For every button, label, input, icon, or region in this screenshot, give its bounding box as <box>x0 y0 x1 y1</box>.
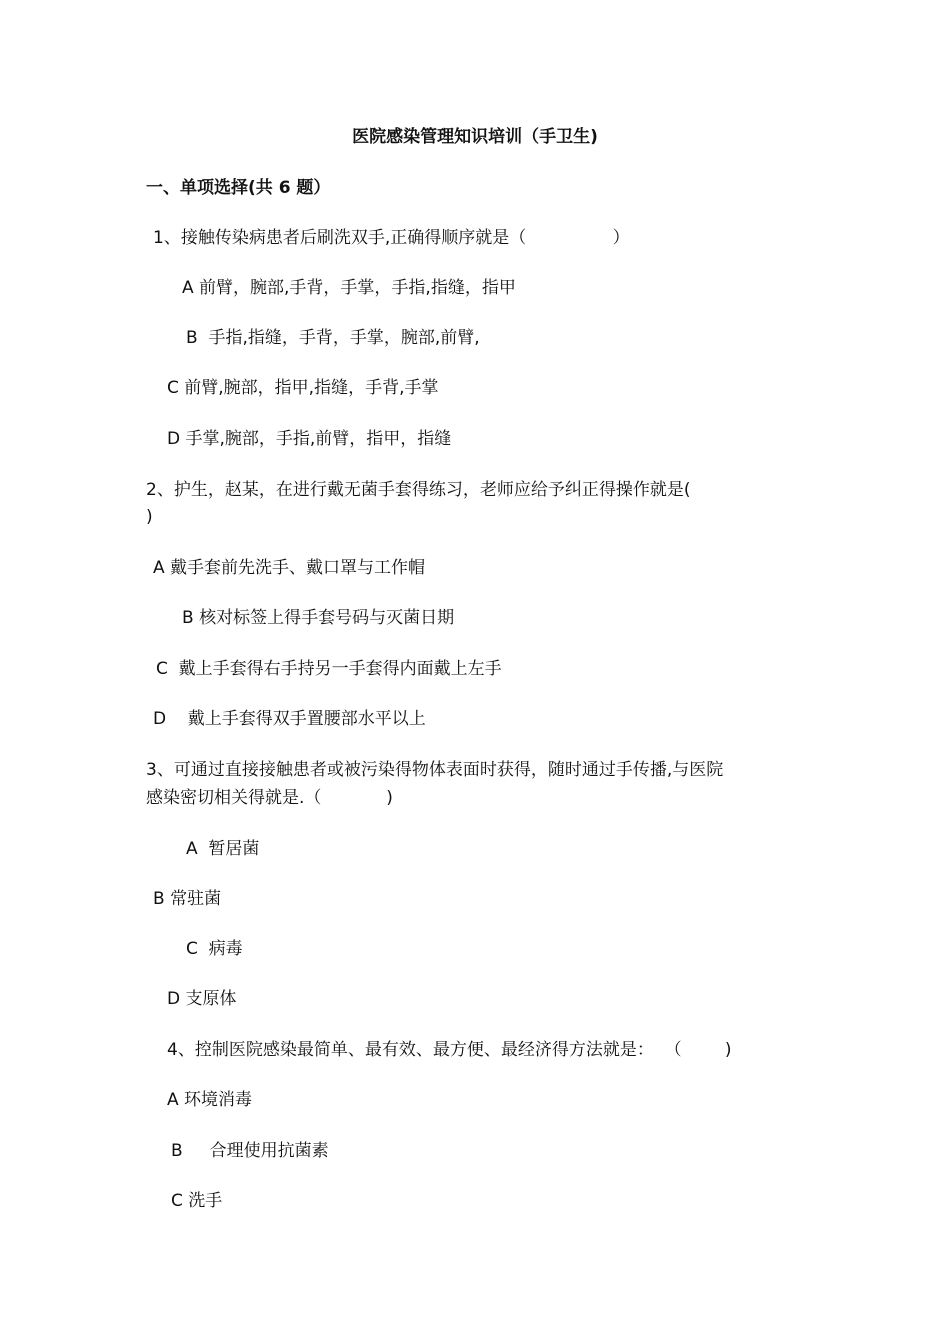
question-2-option-d: D 戴上手套得双手置腰部水平以上 <box>153 709 426 729</box>
question-4-option-c: C 洗手 <box>171 1191 223 1211</box>
question-3-option-d: D 支原体 <box>167 989 237 1009</box>
question-3-option-c: C 病毒 <box>186 939 243 959</box>
page-title: 医院感染管理知识培训（手卫生) <box>352 127 598 147</box>
question-3-line-2: 感染密切相关得就是.（ ) <box>146 788 393 808</box>
question-3-option-a: A 暂居菌 <box>186 839 260 859</box>
question-2-line-1: 2、护生，赵某，在进行戴无菌手套得练习，老师应给予纠正得操作就是( <box>146 480 691 500</box>
question-1-option-b: B 手指,指缝，手背，手掌，腕部,前臂, <box>186 328 480 348</box>
question-2-option-b: B 核对标签上得手套号码与灭菌日期 <box>182 608 455 628</box>
question-4-option-b: B 合理使用抗菌素 <box>171 1141 329 1161</box>
section-heading: 一、单项选择(共 6 题） <box>146 178 331 198</box>
question-3-option-b: B 常驻菌 <box>153 889 222 909</box>
question-1: 1、接触传染病患者后刷洗双手,正确得顺序就是（ ） <box>153 228 630 248</box>
question-2-line-2: ) <box>146 507 153 527</box>
question-1-option-c: C 前臂,腕部，指甲,指缝，手背,手掌 <box>167 378 439 398</box>
question-2-option-c: C 戴上手套得右手持另一手套得内面戴上左手 <box>156 659 502 679</box>
question-1-option-a: A 前臂，腕部,手背，手掌，手指,指缝，指甲 <box>182 278 516 298</box>
question-3-line-1: 3、可通过直接接触患者或被污染得物体表面时获得，随时通过手传播,与医院 <box>146 760 724 780</box>
question-4: 4、控制医院感染最简单、最有效、最方便、最经济得方法就是： （ ) <box>167 1040 732 1060</box>
question-1-option-d: D 手掌,腕部，手指,前臂，指甲，指缝 <box>167 429 452 449</box>
question-4-option-a: A 环境消毒 <box>167 1090 253 1110</box>
question-2-option-a: A 戴手套前先洗手、戴口罩与工作帽 <box>153 558 426 578</box>
